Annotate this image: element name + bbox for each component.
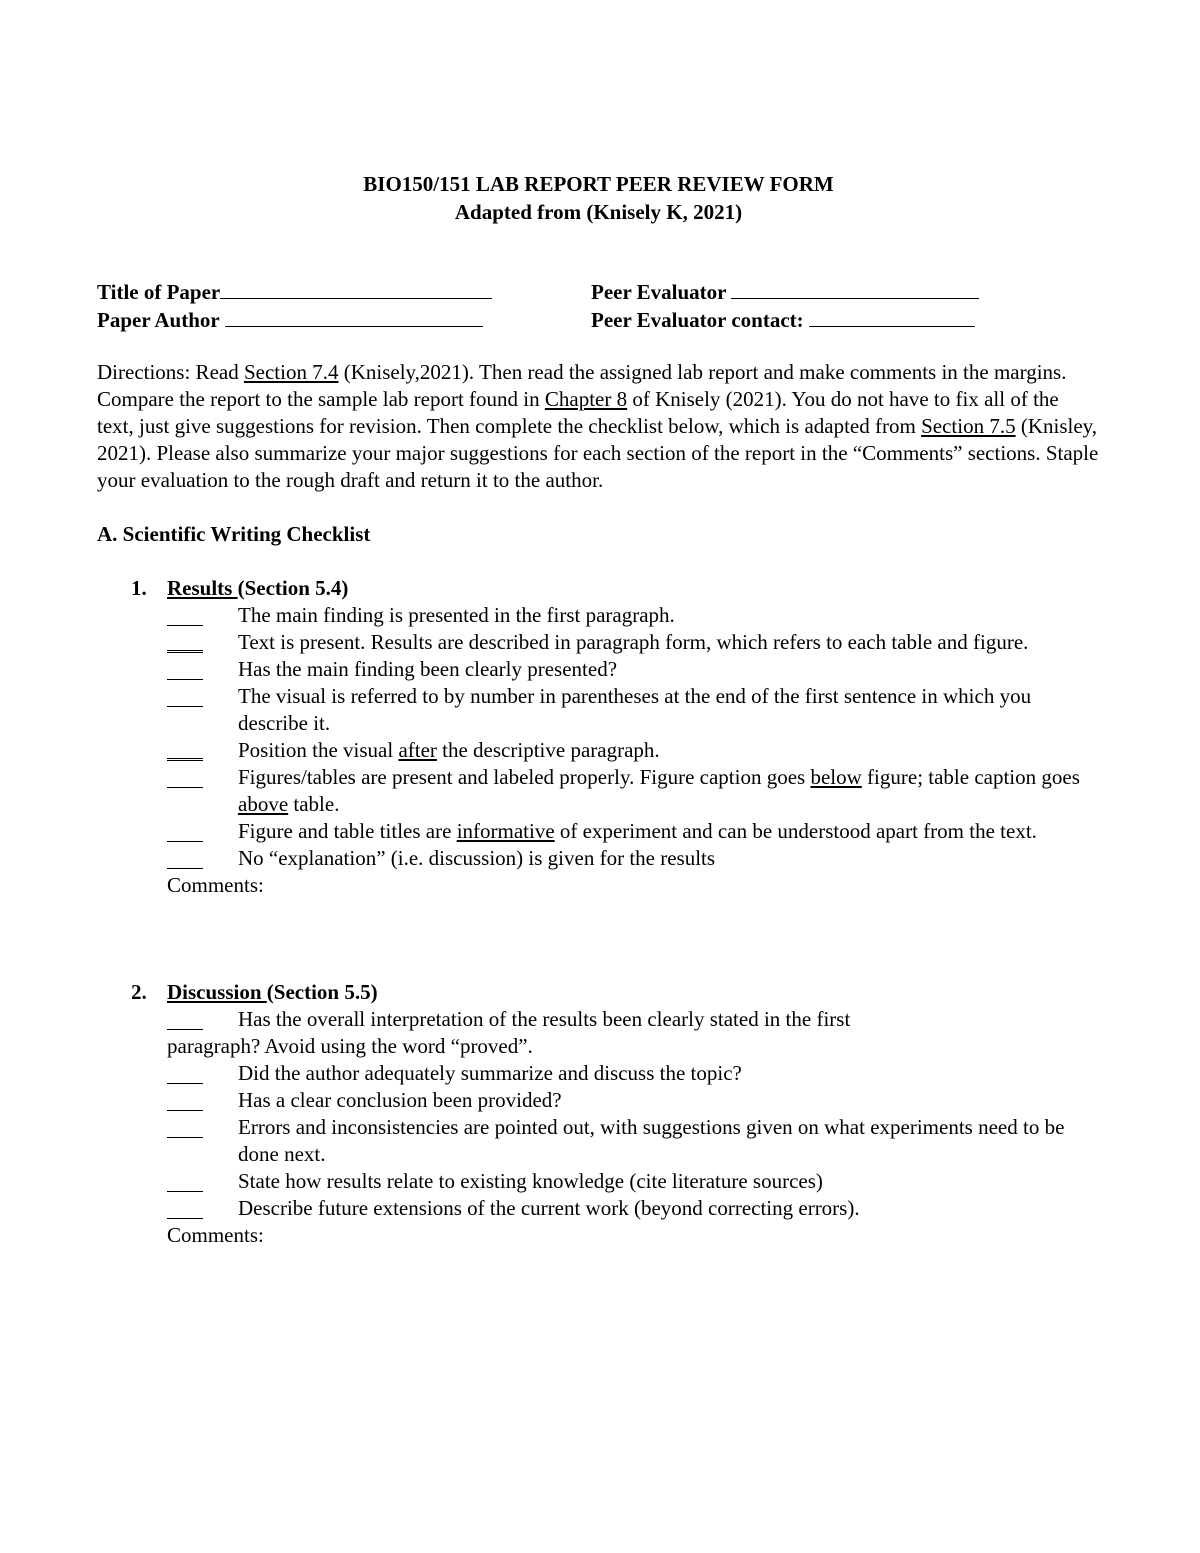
peer-evaluator-contact-field[interactable]	[591, 306, 975, 334]
checkbox-blank[interactable]	[167, 1168, 203, 1192]
results-section	[97, 575, 1100, 899]
results-number: 1.	[131, 576, 147, 600]
checkbox-blank[interactable]	[167, 1060, 203, 1084]
peer-evaluator-field[interactable]	[591, 278, 979, 306]
paper-author-field[interactable]	[97, 306, 483, 334]
results-heading	[167, 575, 1100, 602]
discussion-number: 2.	[131, 980, 147, 1004]
checkbox-blank[interactable]	[167, 683, 203, 707]
peer-evaluator-blank[interactable]	[731, 279, 979, 299]
directions-text-3: of Knisely (2021). You do not have to fix all of the text, just give suggestions for revision. Then complete the checklist below, which is adapted from	[97, 387, 1059, 438]
list-item-text: Errors and inconsistencies are pointed out, with suggestions given on what experiments need to be done next.	[238, 1115, 1065, 1166]
list-item	[167, 764, 1098, 818]
paper-author-blank[interactable]	[225, 307, 483, 327]
list-item	[167, 656, 1098, 683]
list-item	[167, 1087, 1098, 1114]
discussion-ref: (Section 5.5)	[266, 980, 378, 1004]
list-item	[167, 1114, 1098, 1168]
list-item	[167, 683, 1098, 737]
section-a-heading: A. Scientific Writing Checklist	[97, 522, 371, 546]
list-item-text: State how results relate to existing knowledge (cite literature sources)	[238, 1169, 823, 1193]
list-item-text: No “explanation” (i.e. discussion) is given for the results	[238, 846, 716, 870]
list-item-text: Position the visual	[238, 738, 399, 762]
list-item	[167, 1006, 1098, 1033]
results-ref: (Section 5.4)	[237, 576, 349, 600]
directions-text-1: Directions: Read	[97, 360, 244, 384]
checkbox-blank[interactable]	[167, 737, 203, 761]
list-item	[167, 602, 1098, 629]
list-item-text: Text is present. Results are described in paragraph form, which refers to each table and figure.	[238, 630, 1029, 654]
title-of-paper-label: Title of Paper	[97, 280, 221, 304]
discussion-comments-label: Comments:	[167, 1223, 264, 1247]
list-item	[167, 818, 1098, 845]
checkbox-blank[interactable]	[167, 602, 203, 626]
chapter-8-link[interactable]: Chapter 8	[544, 387, 628, 411]
peer-evaluator-label: Peer Evaluator	[591, 280, 727, 304]
discussion-heading	[167, 979, 1100, 1006]
results-title: Results	[167, 576, 238, 600]
title-of-paper-blank[interactable]	[220, 279, 492, 299]
results-comments-label: Comments:	[167, 873, 264, 897]
list-item-text: Has the main finding been clearly presented?	[238, 657, 618, 681]
list-item	[167, 737, 1098, 764]
list-item-text: Has the overall interpretation of the results been clearly stated in the first	[238, 1007, 851, 1031]
checkbox-blank[interactable]	[167, 845, 203, 869]
list-item-text: The visual is referred to by number in parentheses at the end of the first sentence in which you describe it.	[238, 684, 1032, 735]
list-item	[167, 1060, 1098, 1087]
checkbox-blank[interactable]	[167, 1114, 203, 1138]
list-item	[167, 1195, 1098, 1222]
title-block	[97, 170, 1100, 226]
list-item-text: figure; table caption goes	[861, 765, 1080, 789]
paper-author-label: Paper Author	[97, 308, 220, 332]
list-item-continuation: paragraph? Avoid using the word “proved”.	[167, 1034, 533, 1058]
section-7-5-link[interactable]: Section 7.5	[921, 414, 1016, 438]
peer-evaluator-contact-label: Peer Evaluator contact:	[591, 308, 804, 332]
section-7-4-link[interactable]: Section 7.4	[243, 360, 339, 384]
list-item-text: Describe future extensions of the current work (beyond correcting errors).	[238, 1196, 860, 1220]
list-item-text: Figures/tables are present and labeled properly. Figure caption goes	[238, 765, 811, 789]
list-item-text: The main finding is presented in the first paragraph.	[238, 603, 675, 627]
directions-text-4: (Knisley, 2021). Please also summarize your major suggestions for each section of the report in the “Comments” sections. Staple your evaluation to the rough draft and return it to the author.	[97, 414, 1099, 492]
checklist	[97, 575, 1100, 1249]
list-item-text: the descriptive paragraph.	[436, 738, 660, 762]
directions-paragraph	[97, 359, 1100, 494]
form-title: BIO150/151 LAB REPORT PEER REVIEW FORM	[363, 172, 834, 196]
discussion-title: Discussion	[167, 980, 267, 1004]
list-item-text: of experiment and can be understood apart from the text.	[554, 819, 1037, 843]
list-item-text: informative	[456, 819, 555, 843]
checkbox-blank[interactable]	[167, 818, 203, 842]
list-item-text: above	[238, 792, 289, 816]
list-item-text: Did the author adequately summarize and discuss the topic?	[238, 1061, 742, 1085]
title-of-paper-field[interactable]	[97, 278, 492, 306]
form-fields	[97, 278, 1100, 334]
checkbox-blank[interactable]	[167, 1006, 203, 1030]
checkbox-blank[interactable]	[167, 629, 203, 653]
peer-evaluator-contact-blank[interactable]	[809, 307, 975, 327]
list-item	[167, 845, 1098, 872]
list-item-text: Has a clear conclusion been provided?	[238, 1088, 562, 1112]
checkbox-blank[interactable]	[167, 656, 203, 680]
discussion-section	[97, 979, 1100, 1249]
list-item-text: Figure and table titles are	[238, 819, 457, 843]
checkbox-blank[interactable]	[167, 764, 203, 788]
list-item-text: after	[398, 738, 437, 762]
directions-text-2: (Knisely,2021). Then read the assigned lab report and make comments in the margins. Compare the report to the sample lab report found in	[97, 360, 1067, 411]
form-subtitle: Adapted from (Knisely K, 2021)	[454, 200, 743, 224]
list-item-text: table.	[288, 792, 340, 816]
list-item	[167, 1168, 1098, 1195]
checkbox-blank[interactable]	[167, 1087, 203, 1111]
list-item	[167, 629, 1098, 656]
checkbox-blank[interactable]	[167, 1195, 203, 1219]
list-item-text: below	[810, 765, 862, 789]
